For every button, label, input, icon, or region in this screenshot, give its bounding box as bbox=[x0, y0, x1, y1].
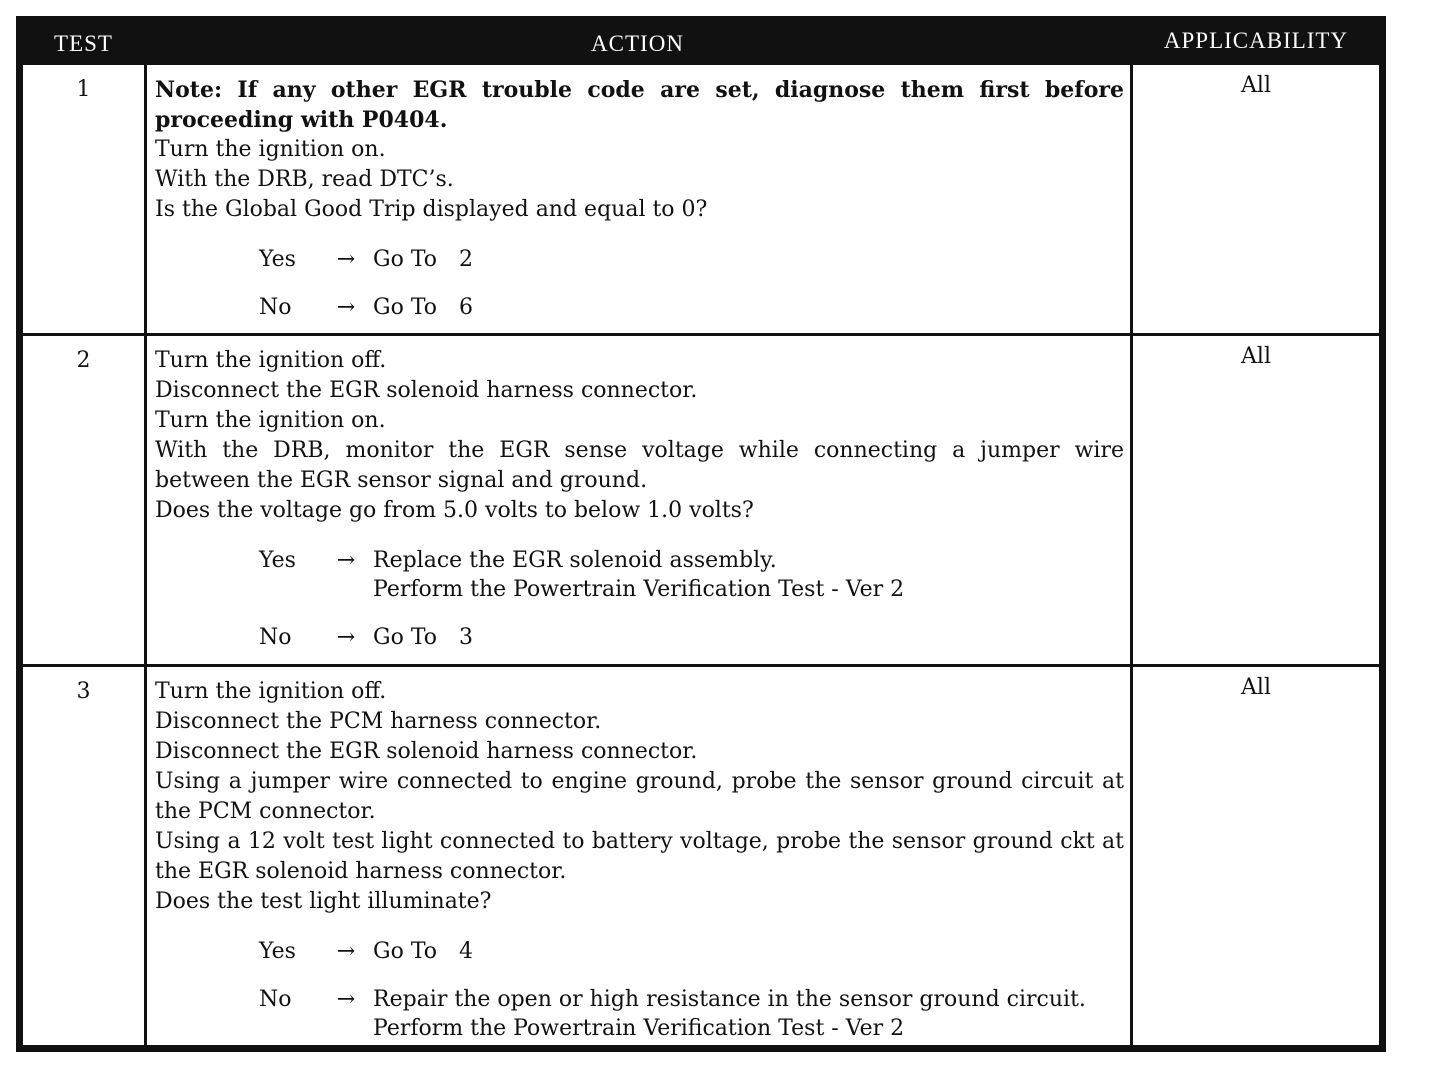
arrow-icon: → bbox=[336, 295, 356, 320]
header-applicability: APPLICABILITY bbox=[1163, 28, 1349, 53]
branch-label: No bbox=[259, 295, 292, 320]
branch-goto bbox=[373, 245, 1124, 274]
goto-number: 3 bbox=[459, 625, 474, 650]
branch-label: Yes bbox=[259, 548, 296, 573]
result-text: Perform the Powertrain Verification Test - Ver 2 bbox=[373, 1016, 905, 1041]
header-action: ACTION bbox=[591, 31, 684, 56]
table-row bbox=[23, 333, 1379, 664]
branch-yes bbox=[259, 245, 1124, 274]
branch-no bbox=[259, 985, 1124, 1043]
goto-number: 6 bbox=[459, 295, 474, 320]
result-text: Perform the Powertrain Verification Test - Ver 2 bbox=[373, 577, 905, 602]
applicability-value: All bbox=[1241, 344, 1271, 369]
step-text: Using a jumper wire connected to engine ground, probe the sensor ground circuit at the PCM connector. bbox=[155, 769, 1124, 824]
goto-label: Go To bbox=[373, 939, 438, 964]
step-text: Disconnect the EGR solenoid harness connector. bbox=[155, 739, 698, 764]
table-row bbox=[23, 664, 1379, 1045]
goto-number: 2 bbox=[459, 247, 474, 272]
step-text: With the DRB, read DTC’s. bbox=[155, 167, 454, 192]
goto-label: Go To bbox=[373, 295, 438, 320]
step-text: Does the voltage go from 5.0 volts to below 1.0 volts? bbox=[155, 498, 754, 523]
arrow-icon: → bbox=[336, 247, 356, 272]
branch-goto bbox=[373, 293, 1124, 322]
step-text: Using a 12 volt test light connected to battery voltage, probe the sensor ground ckt at the EGR solenoid harness connector. bbox=[155, 829, 1124, 884]
branch-no bbox=[259, 623, 1124, 652]
action-cell bbox=[144, 65, 1133, 333]
branch-goto bbox=[373, 937, 1124, 966]
goto-number: 4 bbox=[459, 939, 474, 964]
step-text: Disconnect the PCM harness connector. bbox=[155, 709, 602, 734]
arrow-icon: → bbox=[336, 987, 356, 1012]
diagnostic-table bbox=[16, 16, 1386, 1052]
test-number: 2 bbox=[76, 348, 91, 373]
test-number: 3 bbox=[76, 679, 91, 704]
step-text: Turn the ignition off. bbox=[155, 348, 387, 373]
goto-label: Go To bbox=[373, 247, 438, 272]
result-text: Replace the EGR solenoid assembly. bbox=[373, 548, 777, 573]
branch-label: Yes bbox=[259, 939, 296, 964]
action-cell bbox=[144, 336, 1133, 664]
test-number: 1 bbox=[76, 77, 91, 102]
step-text: Does the test light illuminate? bbox=[155, 889, 492, 914]
branch-result bbox=[373, 985, 1124, 1043]
arrow-icon: → bbox=[336, 625, 356, 650]
branch-result bbox=[373, 546, 1124, 604]
table-header bbox=[23, 23, 1379, 65]
branch-label: No bbox=[259, 987, 292, 1012]
branch-goto bbox=[373, 623, 1124, 652]
applicability-value: All bbox=[1241, 675, 1271, 700]
branch-yes bbox=[259, 546, 1124, 604]
branch-yes bbox=[259, 937, 1124, 966]
action-cell bbox=[144, 667, 1133, 1045]
step-text: Is the Global Good Trip displayed and equal to 0? bbox=[155, 197, 708, 222]
step-text: Turn the ignition on. bbox=[155, 408, 386, 433]
header-test: TEST bbox=[54, 31, 113, 56]
applicability-value: All bbox=[1241, 73, 1271, 98]
goto-label: Go To bbox=[373, 625, 438, 650]
step-text: Disconnect the EGR solenoid harness connector. bbox=[155, 378, 698, 403]
step-text: With the DRB, monitor the EGR sense voltage while connecting a jumper wire between the EGR sensor signal and ground. bbox=[155, 438, 1124, 493]
step-text: Turn the ignition on. bbox=[155, 137, 386, 162]
note-text: Note: If any other EGR trouble code are set, diagnose them first before proceeding with P0404. bbox=[155, 77, 1124, 133]
branch-no bbox=[259, 293, 1124, 322]
arrow-icon: → bbox=[336, 548, 356, 573]
arrow-icon: → bbox=[336, 939, 356, 964]
step-text: Turn the ignition off. bbox=[155, 679, 387, 704]
result-text: Repair the open or high resistance in the sensor ground circuit. bbox=[373, 987, 1086, 1012]
branch-label: No bbox=[259, 625, 292, 650]
table-row bbox=[23, 65, 1379, 333]
branch-label: Yes bbox=[259, 247, 296, 272]
